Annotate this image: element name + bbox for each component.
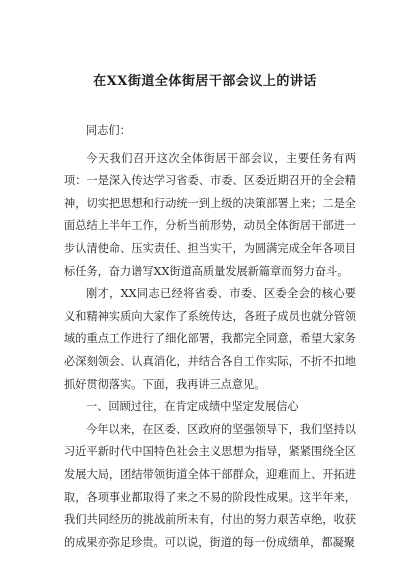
paragraph-3: 今年以来，在区委、区政府的坚强领导下，我们坚持以习近平新时代中国特色社会主义思想为指导，紧紧围绕全区发展大局，团结带领街道全体干部群众，迎难而上、开拓进取，各项事业都取得了来之不易的阶段性成果。这半年来，我们共同经历的挑战前所未有，付出的努力艰苦卓绝，收获的成果亦弥足珍贵。可以说，街道的每一份成绩单，都凝聚 — [64, 422, 356, 549]
document-title: 在XX街道全体街居干部会议上的讲话 — [93, 74, 317, 89]
document-body — [64, 120, 356, 554]
section-heading-1: 一、回顾过往，在肯定成绩中坚定发展信心 — [86, 400, 299, 414]
paragraph-1: 今天我们召开这次全体街居干部会议，主要任务有两项：一是深入传达学习省委、市委、区委近期召开的全会精神，切实把思想和行动统一到上级的决策部署上来；二是全面总结上半年工作，分析当前形势，动员全体街居干部进一步认清使命、压实责任、担当实干，为圆满完成全年各项目标任务，奋力谱写XX街道高质量发展新篇章而努力奋斗。 — [64, 151, 356, 278]
salutation: 同志们： — [86, 124, 131, 137]
paragraph-2: 刚才，XX同志已经将省委、市委、区委全会的核心要义和精神实质向大家作了系统传达，各班子成员也就分管领域的重点工作进行了细化部署，我都完全同意，希望大家务必深刻领会、认真消化，并结合各自工作实际，不折不扣地抓好贯彻落实。下面，我再讲三点意见。 — [64, 287, 356, 391]
